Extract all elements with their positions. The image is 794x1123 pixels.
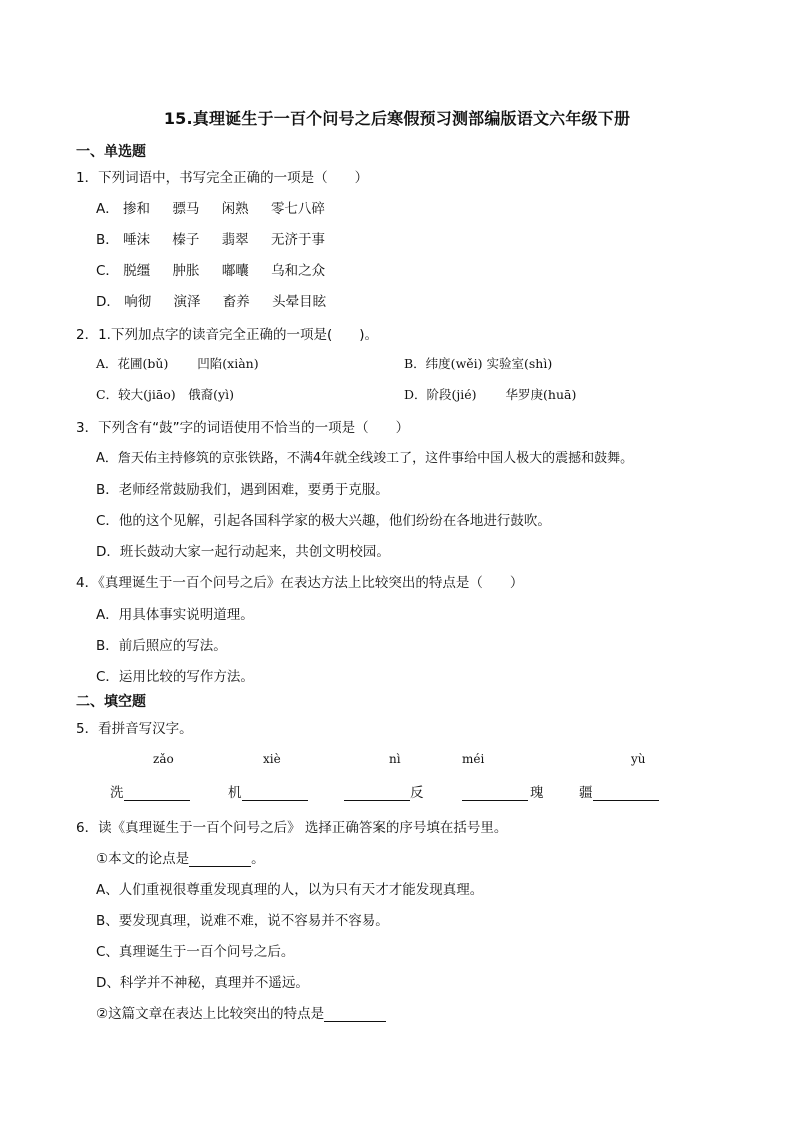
- answer-blank[interactable]: [189, 852, 251, 867]
- answer-blank[interactable]: [324, 1007, 386, 1022]
- question-1-option-b: [96, 228, 343, 248]
- fill-item-1: [110, 781, 190, 801]
- question-2-option-b: B．纬度(wěi) 实验室(shì): [404, 356, 553, 371]
- option-letter: B．: [96, 232, 119, 248]
- question-4-option-c: C．运用比较的写作方法。: [96, 669, 254, 685]
- question-3-option-d: D．班长鼓动大家一起行动起来，共创文明校园。: [96, 544, 390, 560]
- option-word: 肿胀: [172, 263, 200, 279]
- question-1-option-a: [96, 197, 343, 217]
- section-heading-single-choice: 一、单选题: [76, 144, 146, 160]
- question-3-option-c: C．他的这个见解，引起各国科学家的极大兴趣，他们纷纷在各地进行鼓吹。: [96, 513, 551, 529]
- question-2-option-a: A．花圃(bǔ) 凹陷(xiàn): [96, 356, 259, 371]
- question-6-stem: 6．读《真理诞生于一百个问号之后》 选择正确答案的序号填在括号里。: [76, 820, 508, 836]
- pinyin-label: nì: [389, 752, 401, 766]
- fill-item-4: [462, 781, 544, 801]
- option-letter: A．: [96, 201, 119, 217]
- answer-blank[interactable]: [593, 786, 659, 801]
- question-2-option-d: D．阶段(jié) 华罗庚(huā): [404, 387, 577, 402]
- option-word: 无济于事: [270, 232, 325, 248]
- answer-blank[interactable]: [124, 786, 190, 801]
- option-word: 骠马: [172, 201, 200, 217]
- answer-blank[interactable]: [462, 786, 528, 801]
- question-6-sub-2: [96, 1002, 386, 1022]
- question-4-option-a: A．用具体事实说明道理。: [96, 607, 254, 623]
- sub-question-text: ①本文的论点是: [96, 851, 190, 867]
- given-character: 疆: [579, 785, 593, 801]
- section-heading-fill-blank: 二、填空题: [76, 694, 146, 710]
- fill-item-5: [579, 781, 659, 801]
- option-word: 乌和之众: [271, 263, 326, 279]
- question-4-option-b: B．前后照应的写法。: [96, 638, 227, 654]
- option-word: 掺和: [123, 201, 151, 217]
- fill-item-3: [344, 781, 424, 801]
- given-character: 瑰: [530, 785, 544, 801]
- option-letter: C．: [96, 263, 119, 279]
- answer-blank[interactable]: [242, 786, 308, 801]
- question-3-option-a: A．詹天佑主持修筑的京张铁路，不满4年就全线竣工了，这件事给中国人极大的震撼和鼓舞。: [96, 451, 634, 466]
- question-2-stem: 2．1.下列加点字的读音完全正确的一项是( )。: [76, 327, 379, 343]
- question-6-sub-1: [96, 847, 265, 867]
- answer-blank[interactable]: [344, 786, 410, 801]
- option-word: 翡翠: [221, 232, 249, 248]
- document-title: 15.真理诞生于一百个问号之后寒假预习测部编版语文六年级下册: [163, 109, 631, 128]
- option-word: 唾沫: [123, 232, 151, 248]
- given-character: 反: [410, 785, 424, 801]
- question-1-option-c: [96, 259, 343, 279]
- question-6-option-c: C、真理诞生于一百个问号之后。: [96, 944, 295, 960]
- option-word: 榛子: [172, 232, 200, 248]
- pinyin-label: xiè: [263, 752, 281, 766]
- option-word: 响彻: [124, 294, 152, 310]
- question-5-stem: 5．看拼音写汉字。: [76, 721, 193, 737]
- question-6-option-d: D、科学并不神秘，真理并不遥远。: [96, 975, 309, 991]
- question-6-option-b: B、要发现真理，说难不难，说不容易并不容易。: [96, 913, 389, 929]
- given-character: 机: [228, 785, 242, 801]
- option-word: 演泽: [173, 294, 201, 310]
- sub-question-end: 。: [251, 851, 265, 867]
- option-word: 畜养: [222, 294, 250, 310]
- option-word: 头晕目眩: [272, 294, 327, 310]
- sub-question-text: ②这篇文章在表达上比较突出的特点是: [96, 1006, 325, 1022]
- question-3-stem: 3．下列含有“鼓”字的词语使用不恰当的一项是（ ）: [76, 420, 410, 436]
- question-1-option-d: [96, 290, 344, 310]
- question-1-stem: 1．下列词语中，书写完全正确的一项是（ ）: [76, 170, 369, 186]
- pinyin-label: méi: [462, 752, 485, 766]
- given-character: 洗: [110, 785, 124, 801]
- option-word: 零七八碎: [270, 201, 325, 217]
- question-4-stem: 4．《真理诞生于一百个问号之后》在表达方法上比较突出的特点是（ ）: [76, 575, 524, 591]
- fill-item-2: [228, 781, 308, 801]
- question-3-option-b: B．老师经常鼓励我们，遇到困难，要勇于克服。: [96, 482, 389, 498]
- pinyin-label: zǎo: [153, 752, 174, 766]
- pinyin-label: yù: [631, 752, 646, 766]
- question-6-option-a: A、人们重视很尊重发现真理的人，以为只有天才才能发现真理。: [96, 882, 484, 898]
- question-2-option-c: C．较大(jiāo) 俄裔(yì): [96, 387, 234, 402]
- option-word: 脱缰: [123, 263, 151, 279]
- option-word: 闲熟: [221, 201, 249, 217]
- option-word: 嘟囔: [221, 263, 249, 279]
- option-letter: D．: [96, 294, 120, 310]
